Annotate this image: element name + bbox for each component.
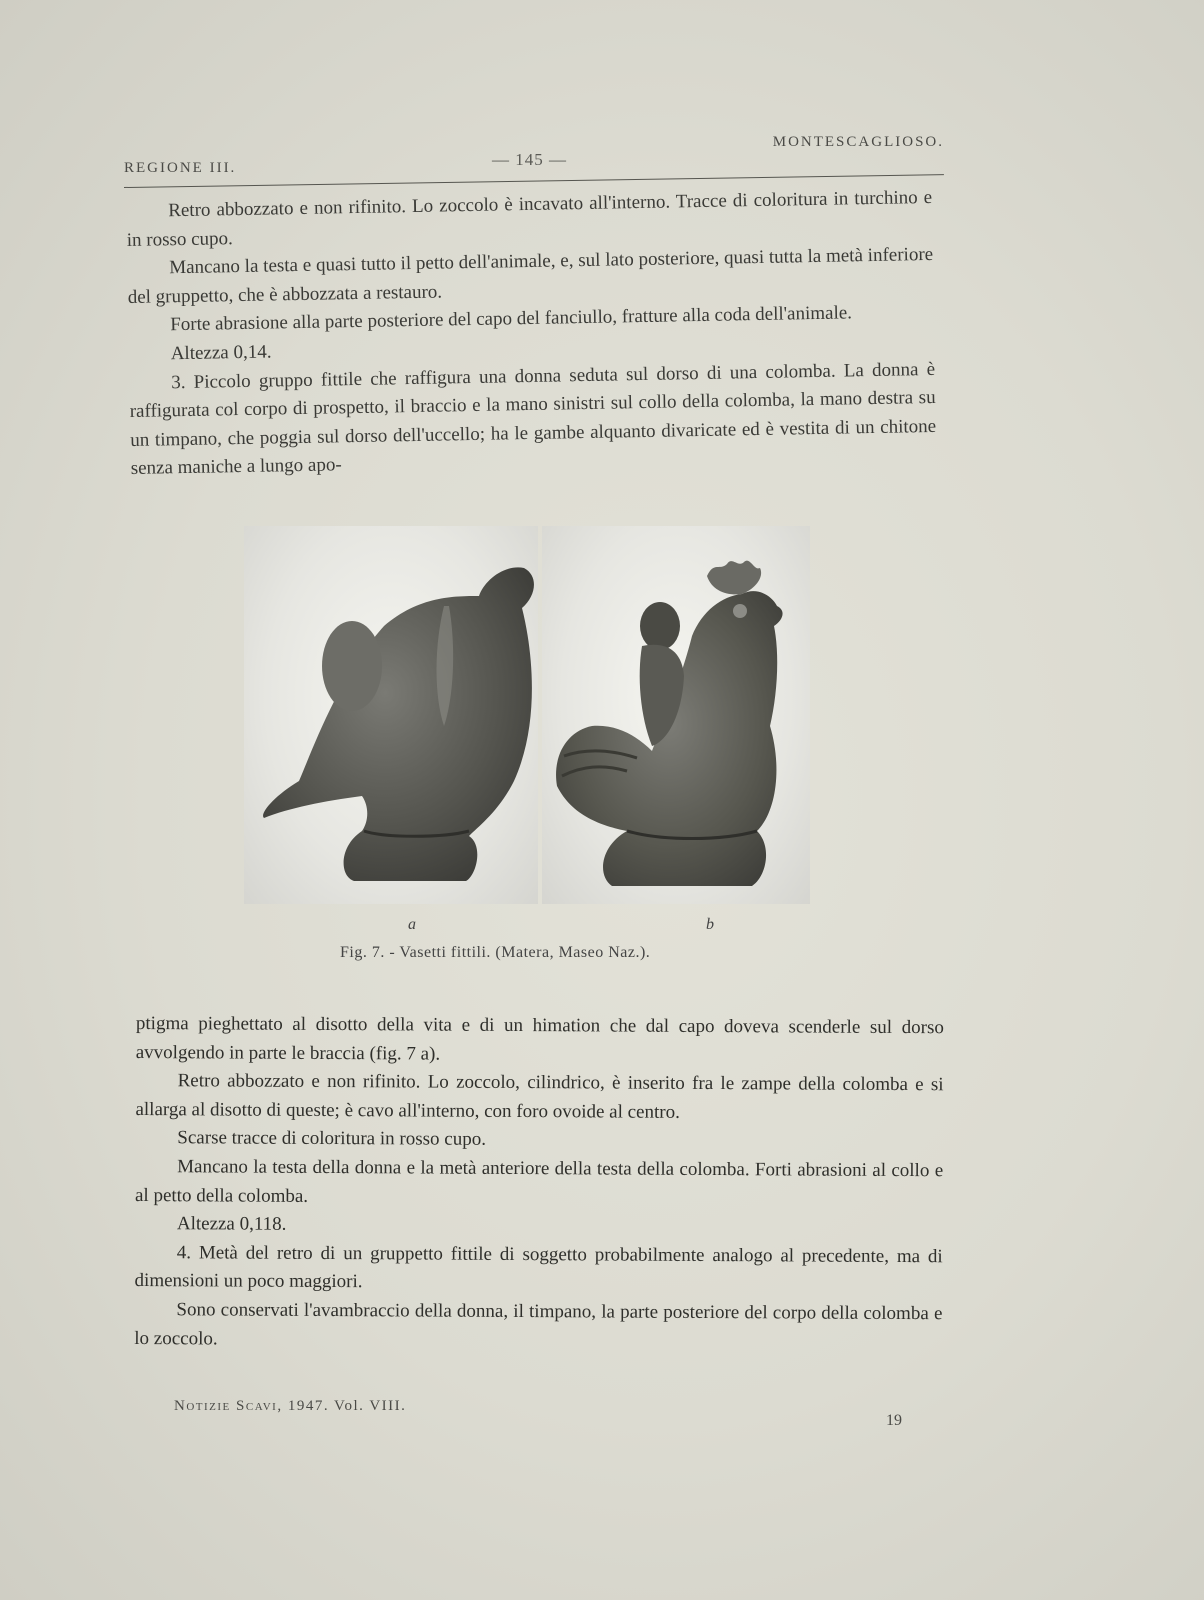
paragraph: Mancano la testa e quasi tutto il petto dell'animale, e, sul lato posteriore, quasi tutta la metà inferiore del gruppetto, che è abbozzata a restauro. <box>127 244 934 308</box>
photo-dove-figurine <box>244 526 538 904</box>
paragraph: Forte abrasione alla parte posteriore del capo del fanciullo, fratture alla coda dell'animale. <box>170 302 853 336</box>
paragraph: 3. Piccolo gruppo fittile che raffigura una donna seduta sul dorso di una colomba. La donna è raffigurata col corpo di prospetto, il braccio e la mano sinistri sul collo della colomba, la mano destra su un timpano, che poggia sul dorso dell'uccello; ha le gambe alquanto divaricate ed è vestita di un chitone senza maniche a lungo apo- <box>129 358 937 480</box>
header-place: MONTESCAGLIOSO. <box>772 134 944 150</box>
paragraph: Altezza 0,14. <box>170 341 272 365</box>
paragraph: Altezza 0,118. <box>176 1213 287 1235</box>
upper-text <box>126 184 937 484</box>
paragraph: ptigma pieghettato al disotto della vita e di un himation che dal capo doveva scenderle sul dorso avvolgendo in parte le braccia (fig. 7 a). <box>135 1012 944 1065</box>
paragraph: Scarse tracce di coloritura in rosso cupo. <box>177 1127 487 1151</box>
paragraph: 4. Metà del retro di un gruppetto fittile di soggetto probabilmente analogo al precedente, ma di dimensioni un poco maggiori. <box>134 1241 943 1293</box>
figure-7 <box>244 526 810 904</box>
paragraph: Retro abbozzato e non rifinito. Lo zoccolo è incavato all'interno. Tracce di coloritura in turchino e in rosso cupo. <box>126 186 933 251</box>
photo-cock-figurine <box>542 526 810 904</box>
cock-figurine-illustration <box>542 526 810 904</box>
dove-figurine-illustration <box>244 526 538 904</box>
figure-label-a: a <box>408 916 416 933</box>
paragraph: Retro abbozzato e non rifinito. Lo zoccolo, cilindrico, è inserito fra le zampe della colomba e si allarga al disotto di queste; è cavo all'interno, con foro ovoide al centro. <box>135 1070 944 1123</box>
footer-journal: Notizie Scavi <box>174 1398 278 1414</box>
paragraph: Mancano la testa della donna e la metà anteriore della testa della colomba. Forti abrasioni al collo e al petto della colomba. <box>134 1156 944 1207</box>
paragraph: Sono conservati l'avambraccio della donna, il timpano, la parte posteriore del corpo della colomba e lo zoccolo. <box>134 1299 943 1349</box>
running-head <box>124 132 944 192</box>
page-number: — 145 — <box>492 150 567 169</box>
footer-signature <box>174 1398 406 1415</box>
lower-text <box>134 1010 944 1357</box>
footer-details: , 1947. Vol. VIII. <box>277 1398 407 1414</box>
figure-label-b: b <box>706 916 714 933</box>
folio-number: 19 <box>886 1412 902 1429</box>
figure-caption: Fig. 7. - Vasetti fittili. (Matera, Maseo Naz.). <box>340 944 651 961</box>
header-region: REGIONE III. <box>124 160 237 176</box>
